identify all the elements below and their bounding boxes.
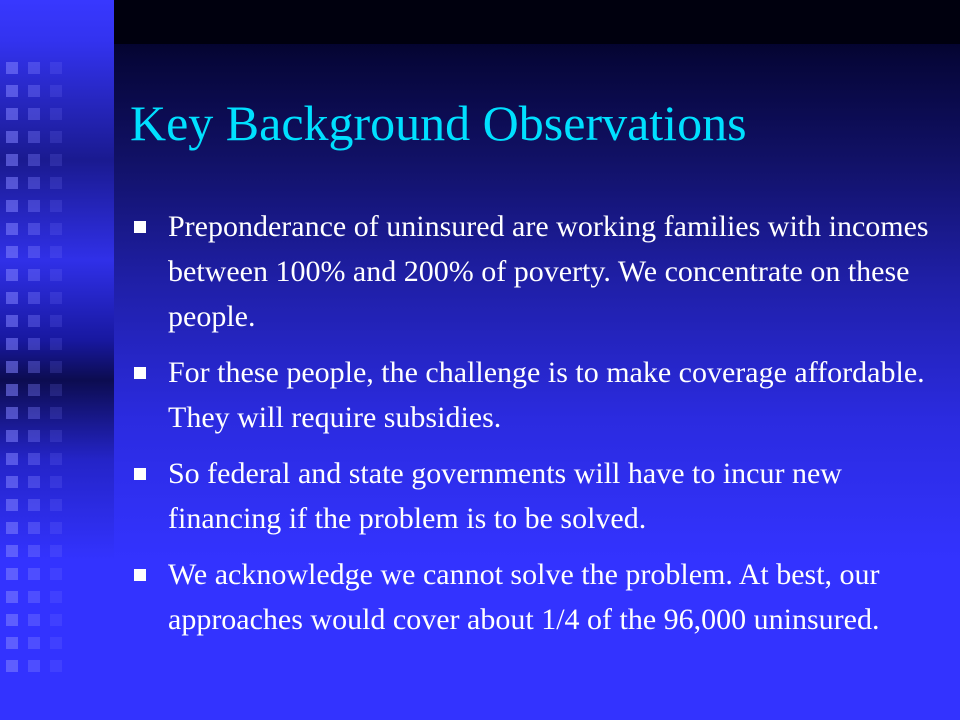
- square-bullet-icon: [134, 468, 146, 480]
- decorative-square: [28, 499, 40, 511]
- decorative-square: [28, 246, 40, 258]
- decorative-square: [6, 568, 18, 580]
- decorative-square: [50, 361, 62, 373]
- decorative-square: [28, 223, 40, 235]
- decorative-square: [50, 108, 62, 120]
- decorative-square: [6, 246, 18, 258]
- decorative-square: [50, 660, 62, 672]
- decorative-square: [50, 338, 62, 350]
- decorative-square: [28, 568, 40, 580]
- square-bullet-icon: [134, 569, 146, 581]
- decorative-square: [50, 545, 62, 557]
- decorative-square: [28, 269, 40, 281]
- left-decorative-strip: [0, 0, 114, 720]
- decorative-square: [6, 407, 18, 419]
- decorative-square: [6, 315, 18, 327]
- decorative-square: [50, 62, 62, 74]
- decorative-square: [50, 315, 62, 327]
- decorative-square: [28, 407, 40, 419]
- decorative-square: [6, 223, 18, 235]
- slide-title: Key Background Observations: [130, 95, 747, 151]
- decorative-square: [6, 200, 18, 212]
- decorative-square: [6, 338, 18, 350]
- decorative-square: [50, 476, 62, 488]
- decorative-square: [28, 637, 40, 649]
- decorative-square: [6, 591, 18, 603]
- decorative-square: [28, 384, 40, 396]
- decorative-square: [6, 108, 18, 120]
- decorative-square: [6, 131, 18, 143]
- decorative-square: [6, 85, 18, 97]
- decorative-square: [6, 177, 18, 189]
- decorative-square: [28, 108, 40, 120]
- decorative-square: [28, 177, 40, 189]
- top-dark-band: [114, 0, 960, 44]
- bullet-item: [132, 350, 932, 440]
- decorative-square: [6, 476, 18, 488]
- decorative-square: [50, 177, 62, 189]
- decorative-square: [50, 522, 62, 534]
- bullet-item: [132, 204, 932, 339]
- decorative-square: [50, 499, 62, 511]
- decorative-square: [28, 154, 40, 166]
- decorative-square: [28, 614, 40, 626]
- decorative-square: [6, 361, 18, 373]
- decorative-square: [50, 223, 62, 235]
- decorative-square: [6, 614, 18, 626]
- decorative-square: [6, 660, 18, 672]
- decorative-square: [50, 407, 62, 419]
- decorative-square: [28, 361, 40, 373]
- decorative-square: [50, 269, 62, 281]
- decorative-square: [6, 154, 18, 166]
- bullet-item: [132, 552, 932, 642]
- decorative-square: [28, 660, 40, 672]
- decorative-square: [28, 522, 40, 534]
- decorative-square: [6, 430, 18, 442]
- decorative-square: [28, 62, 40, 74]
- bullet-item: [132, 451, 932, 541]
- decorative-square: [6, 292, 18, 304]
- decorative-square: [50, 384, 62, 396]
- decorative-square: [50, 453, 62, 465]
- decorative-square: [6, 545, 18, 557]
- square-bullet-icon: [134, 221, 146, 233]
- decorative-square: [50, 637, 62, 649]
- decorative-square: [50, 85, 62, 97]
- decorative-square: [50, 430, 62, 442]
- decorative-square: [6, 453, 18, 465]
- decorative-square: [28, 476, 40, 488]
- decorative-square: [28, 315, 40, 327]
- decorative-square: [28, 453, 40, 465]
- bullet-text: So federal and state governments will have to incur new financing if the problem is to be solved.: [168, 457, 842, 535]
- decorative-square: [50, 154, 62, 166]
- bullet-text: We acknowledge we cannot solve the problem. At best, our approaches would cover about 1/4 of the 96,000 uninsured.: [168, 558, 880, 636]
- decorative-square: [50, 568, 62, 580]
- bullet-text: Preponderance of uninsured are working families with incomes between 100% and 200% of poverty. We concentrate on these people.: [168, 210, 929, 333]
- decorative-square: [50, 131, 62, 143]
- bullet-text: For these people, the challenge is to make coverage affordable. They will require subsidies.: [168, 356, 925, 434]
- decorative-square: [6, 499, 18, 511]
- decorative-square: [28, 85, 40, 97]
- decorative-square: [50, 614, 62, 626]
- decorative-square: [28, 430, 40, 442]
- decorative-square: [28, 338, 40, 350]
- decorative-square: [28, 200, 40, 212]
- square-bullet-icon: [134, 367, 146, 379]
- decorative-square: [6, 522, 18, 534]
- decorative-square: [28, 545, 40, 557]
- decorative-square: [6, 637, 18, 649]
- decorative-square: [28, 131, 40, 143]
- decorative-square: [50, 246, 62, 258]
- decorative-square: [50, 591, 62, 603]
- decorative-square: [50, 292, 62, 304]
- decorative-square: [28, 591, 40, 603]
- decorative-square: [28, 292, 40, 304]
- decorative-square: [6, 384, 18, 396]
- bullet-list: [132, 204, 932, 653]
- decorative-square: [50, 200, 62, 212]
- decorative-square: [6, 269, 18, 281]
- decorative-square: [6, 62, 18, 74]
